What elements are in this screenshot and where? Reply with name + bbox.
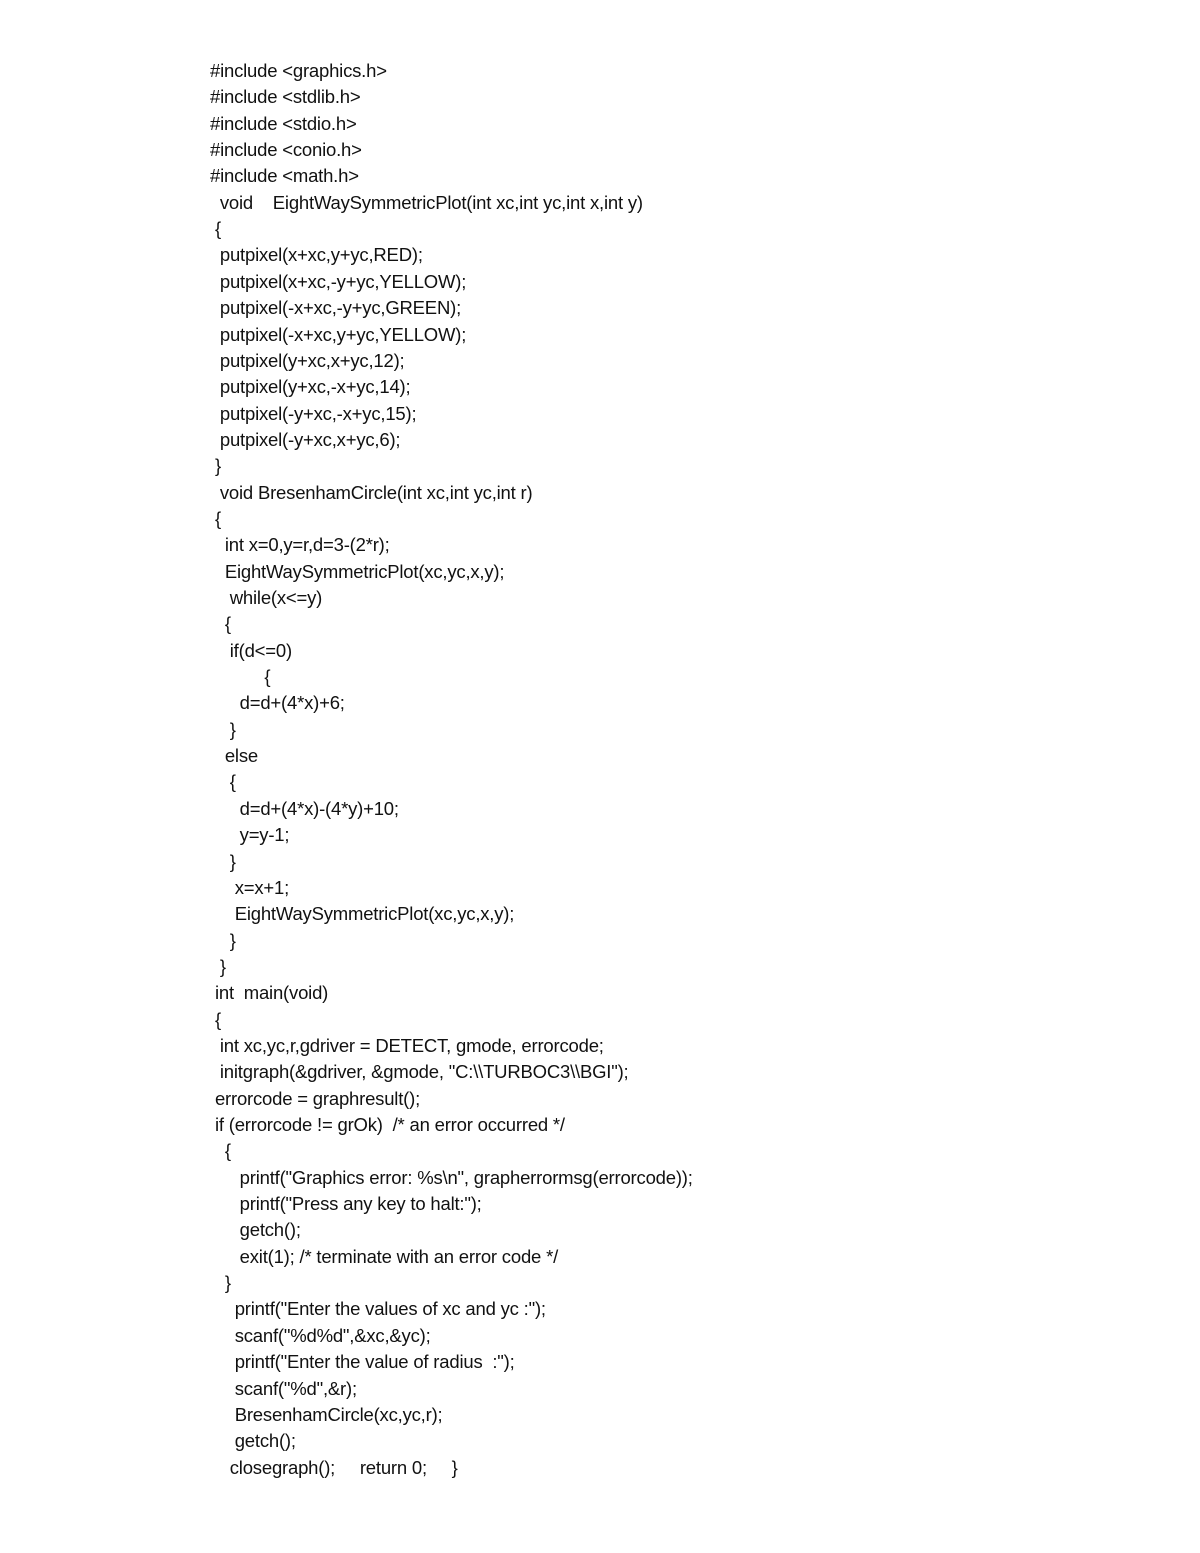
code-line: putpixel(-x+xc,y+yc,YELLOW); bbox=[210, 323, 467, 345]
code-line: putpixel(x+xc,y+yc,RED); bbox=[210, 244, 423, 266]
code-line: initgraph(&gdriver, &gmode, "C:\\TURBOC3\\BGI"); bbox=[210, 1061, 629, 1083]
code-line: printf("Enter the values of xc and yc :"); bbox=[210, 1298, 546, 1320]
code-line: putpixel(-x+xc,-y+yc,GREEN); bbox=[210, 297, 462, 319]
code-line: } bbox=[210, 929, 236, 951]
code-line: #include <stdio.h> bbox=[210, 112, 357, 134]
code-line: { bbox=[210, 218, 221, 240]
code-line: errorcode = graphresult(); bbox=[210, 1087, 421, 1109]
code-line: printf("Graphics error: %s\n", grapherrormsg(errorcode)); bbox=[210, 1166, 693, 1188]
code-line: { bbox=[210, 1140, 231, 1162]
code-line: int main(void) bbox=[210, 982, 329, 1004]
code-line: EightWaySymmetricPlot(xc,yc,x,y); bbox=[210, 560, 505, 582]
code-line: scanf("%d%d",&xc,&yc); bbox=[210, 1324, 431, 1346]
code-line: exit(1); /* terminate with an error code */ bbox=[210, 1245, 559, 1267]
code-line: else bbox=[210, 745, 258, 767]
code-line: putpixel(y+xc,-x+yc,14); bbox=[210, 376, 411, 398]
code-line: getch(); bbox=[210, 1219, 301, 1241]
code-line: { bbox=[210, 507, 221, 529]
code-line: #include <math.h> bbox=[210, 165, 359, 187]
code-line: d=d+(4*x)+6; bbox=[210, 692, 345, 714]
code-line: #include <stdlib.h> bbox=[210, 86, 361, 108]
code-line: d=d+(4*x)-(4*y)+10; bbox=[210, 797, 399, 819]
code-line: #include <graphics.h> bbox=[210, 60, 387, 81]
code-line: { bbox=[210, 771, 236, 793]
code-line: } bbox=[210, 718, 236, 740]
code-line: } bbox=[210, 455, 221, 477]
code-line: y=y-1; bbox=[210, 824, 290, 846]
code-line: printf("Enter the value of radius :"); bbox=[210, 1351, 515, 1373]
code-line: printf("Press any key to halt:"); bbox=[210, 1193, 482, 1215]
code-line: scanf("%d",&r); bbox=[210, 1377, 357, 1399]
code-line: putpixel(-y+xc,-x+yc,15); bbox=[210, 402, 417, 424]
code-line: putpixel(x+xc,-y+yc,YELLOW); bbox=[210, 270, 467, 292]
code-line: putpixel(y+xc,x+yc,12); bbox=[210, 349, 405, 371]
code-line: { bbox=[210, 1008, 221, 1030]
code-line: getch(); bbox=[210, 1430, 296, 1452]
code-line: if(d<=0) bbox=[210, 639, 292, 661]
code-line: BresenhamCircle(xc,yc,r); bbox=[210, 1403, 443, 1425]
code-line: void BresenhamCircle(int xc,int yc,int r) bbox=[210, 481, 533, 503]
code-line: putpixel(-y+xc,x+yc,6); bbox=[210, 428, 401, 450]
code-line: closegraph(); return 0; } bbox=[210, 1456, 458, 1478]
code-line: { bbox=[210, 613, 231, 635]
code-line: } bbox=[210, 850, 236, 872]
code-line: int xc,yc,r,gdriver = DETECT, gmode, errorcode; bbox=[210, 1034, 604, 1056]
code-line: } bbox=[210, 1272, 231, 1294]
code-line: } bbox=[210, 955, 226, 977]
code-line: while(x<=y) bbox=[210, 587, 323, 608]
code-line: x=x+1; bbox=[210, 876, 290, 898]
code-line: { bbox=[210, 666, 271, 688]
code-line: int x=0,y=r,d=3-(2*r); bbox=[210, 534, 390, 556]
code-line: void EightWaySymmetricPlot(int xc,int yc,int x,int y) bbox=[210, 191, 643, 213]
code-line: #include <conio.h> bbox=[210, 139, 362, 161]
code-line: if (errorcode != grOk) /* an error occurred */ bbox=[210, 1114, 565, 1135]
code-line: EightWaySymmetricPlot(xc,yc,x,y); bbox=[210, 903, 515, 925]
